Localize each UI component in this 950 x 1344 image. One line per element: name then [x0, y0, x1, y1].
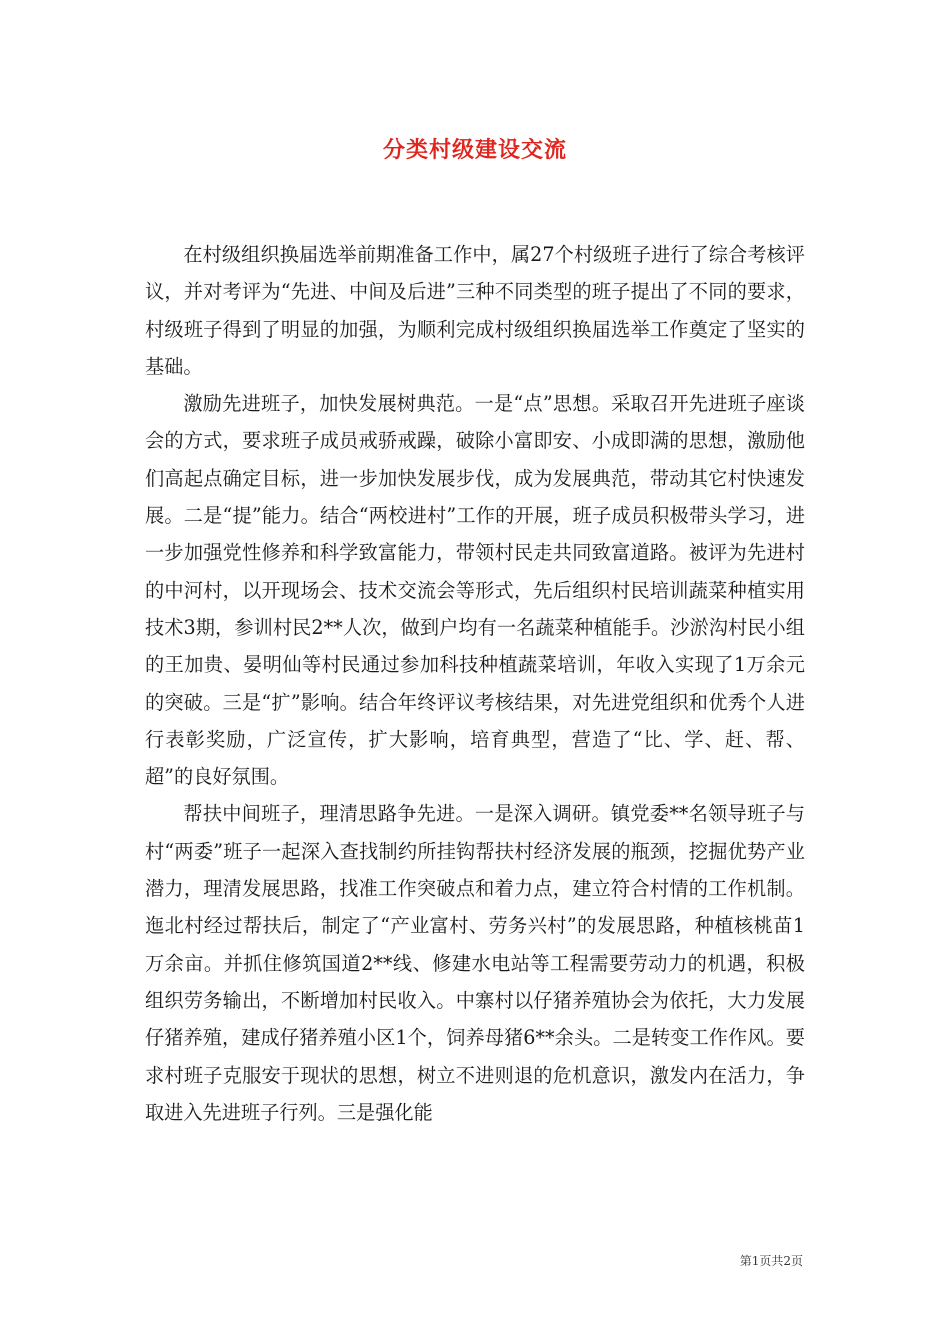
page-number-footer: 第1页共2页 — [739, 1254, 803, 1268]
paragraph-advanced-teams: 激励先进班子，加快发展树典范。一是“点”思想。采取召开先进班子座谈会的方式，要求班子成员戒骄戒躁，破除小富即安、小成即满的思想，激励他们高起点确定目标，进一步加快发展步伐，成为发展典范，带动其它村快速发展。二是“提”能力。结合“两校进村”工作的开展，班子成员积极带头学习，进一步加强党性修养和科学致富能力，带领村民走共同致富道路。被评为先进村的中河村，以开现场会、技术交流会等形式，先后组织村民培训蔬菜种植实用技术3期，参训村民2**人次，做到户均有一名蔬菜种植能手。沙淤沟村民小组的王加贵、晏明仙等村民通过参加科技种植蔬菜培训，年收入实现了1万余元的突破。三是“扩”影响。结合年终评议考核结果，对先进党组织和优秀个人进行表彰奖励，广泛宣传，扩大影响，培育典型，营造了“比、学、赶、帮、超”的良好氛围。 — [145, 392, 805, 789]
document-body — [145, 236, 805, 1131]
paragraph-intro: 在村级组织换届选举前期准备工作中，属27个村级班子进行了综合考核评议，并对考评为“先进、中间及后进”三种不同类型的班子提出了不同的要求，村级班子得到了明显的加强，为顺利完成村级组织换届选举工作奠定了坚实的基础。 — [145, 243, 805, 378]
paragraph-middle-teams: 帮扶中间班子，理清思路争先进。一是深入调研。镇党委**名领导班子与村“两委”班子一起深入查找制约所挂钩帮扶村经济发展的瓶颈，挖掘优势产业潜力，理清发展思路，找准工作突破点和着力点，建立符合村情的工作机制。迤北村经过帮扶后，制定了“产业富村、劳务兴村”的发展思路，种植核桃苗1万余亩。并抓住修筑国道2**线、修建水电站等工程需要劳动力的机遇，积极组织劳务输出，不断增加村民收入。中寨村以仔猪养殖协会为依托，大力发展仔猪养殖，建成仔猪养殖小区1个，饲养母猪6**余头。二是转变工作作风。要求村班子克服安于现状的思想，树立不进则退的危机意识，激发内在活力，争取进入先进班子行列。三是强化能 — [145, 802, 805, 1124]
document-title: 分类村级建设交流 — [382, 137, 567, 163]
